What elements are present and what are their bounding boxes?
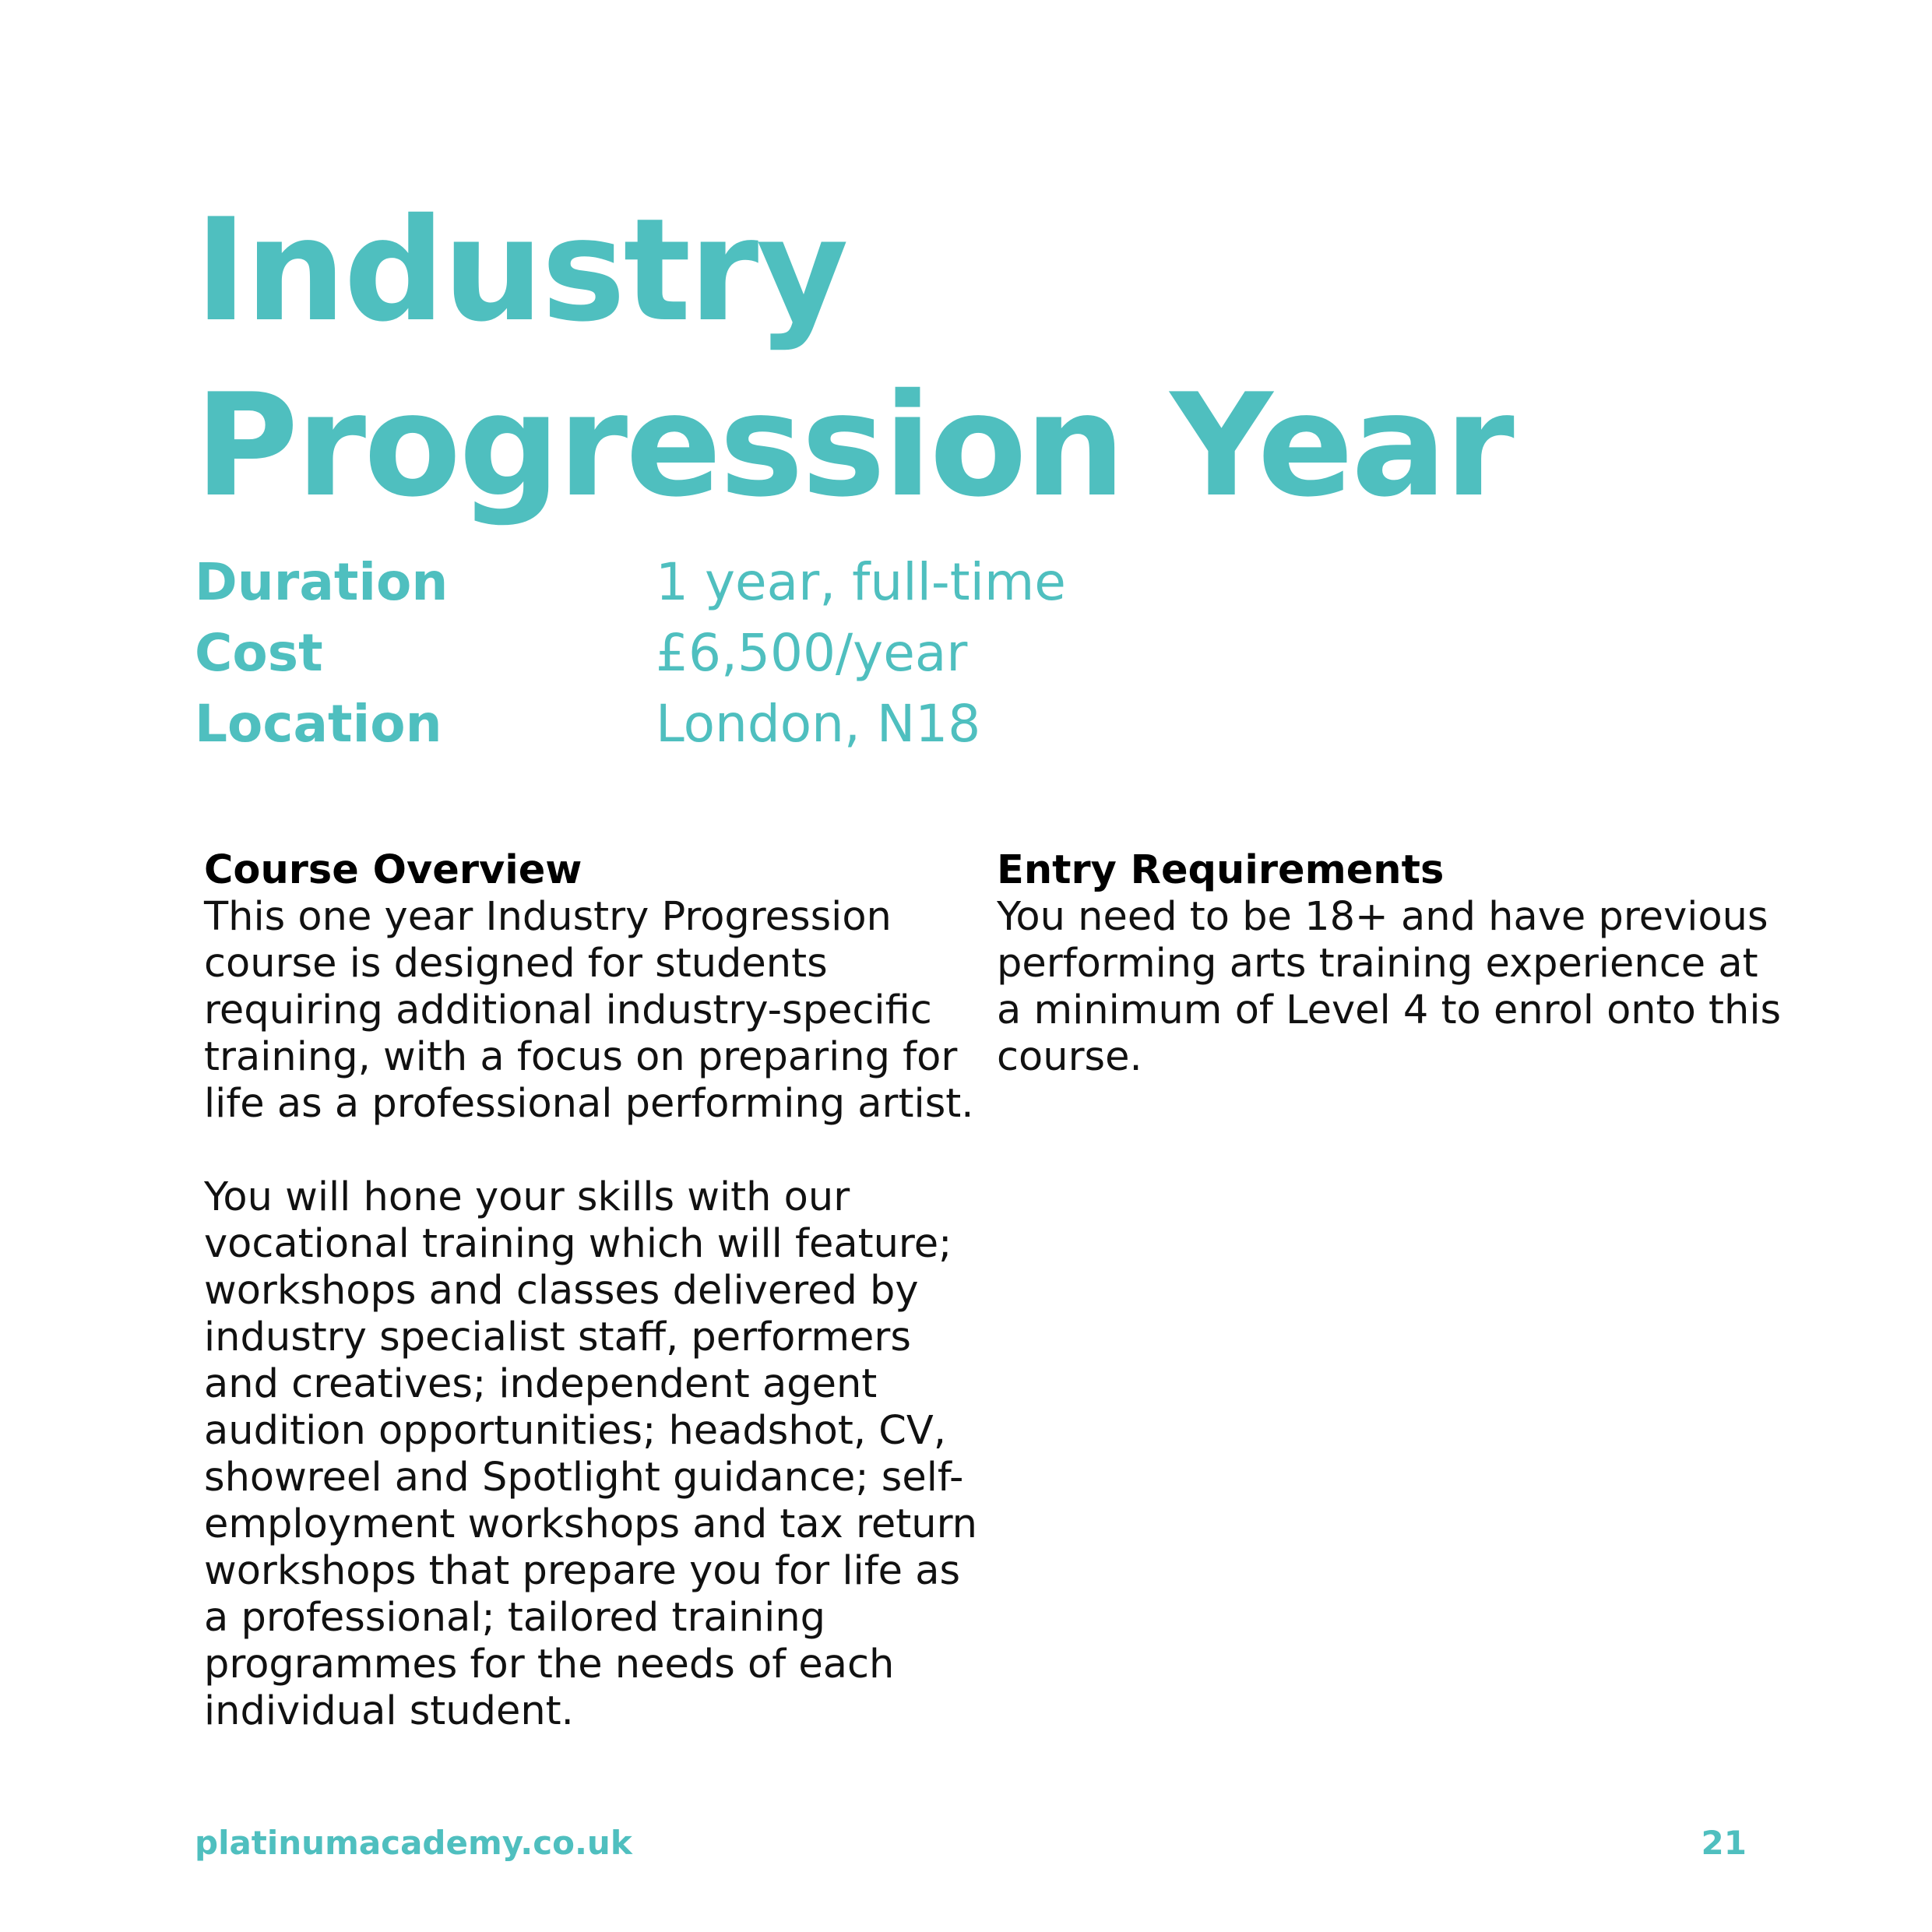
entry-requirements-section [997,847,1783,1081]
course-overview-paragraph-1: This one year Industry Progression course is designed for students requiring additional industry-specific training, with a focus on preparing for life as a professional performing artist. [204,894,974,1127]
fact-value: 1 year, full-time [656,552,1066,612]
fact-row-location [195,688,1066,759]
course-overview-paragraph-2: You will hone your skills with our vocational training which will feature; workshops and classes delivered by industry specialist staff, performers and creatives; independent agent audition opportunities; headshot, CV, showreel and Spotlight guidance; self-employment workshops and tax return workshops that prepare you for life as a professional; tailored training programmes for the needs of each individual student. [204,1174,977,1734]
page-title-line-1: Industry [195,188,846,353]
page-number: 21 [1701,1824,1747,1862]
fact-value: £6,500/year [656,623,968,683]
page-title [195,183,1512,533]
footer-website-link[interactable]: platinumacademy.co.uk [195,1824,632,1862]
fact-row-cost [195,618,1066,688]
entry-requirements-heading: Entry Requirements [997,847,1445,893]
page-title-line-2: Progression Year [195,363,1512,528]
fact-label: Cost [195,623,323,683]
fact-row-duration [195,547,1066,618]
fact-label: Duration [195,552,449,612]
fact-value: London, N18 [656,694,981,754]
course-overview-section [204,847,991,1735]
course-facts [195,547,1066,759]
course-overview-heading: Course Overview [204,847,582,893]
entry-requirements-paragraph: You need to be 18+ and have previous performing arts training experience at a minimum of Level 4 to enrol onto this course. [997,894,1782,1080]
fact-label: Location [195,694,442,754]
